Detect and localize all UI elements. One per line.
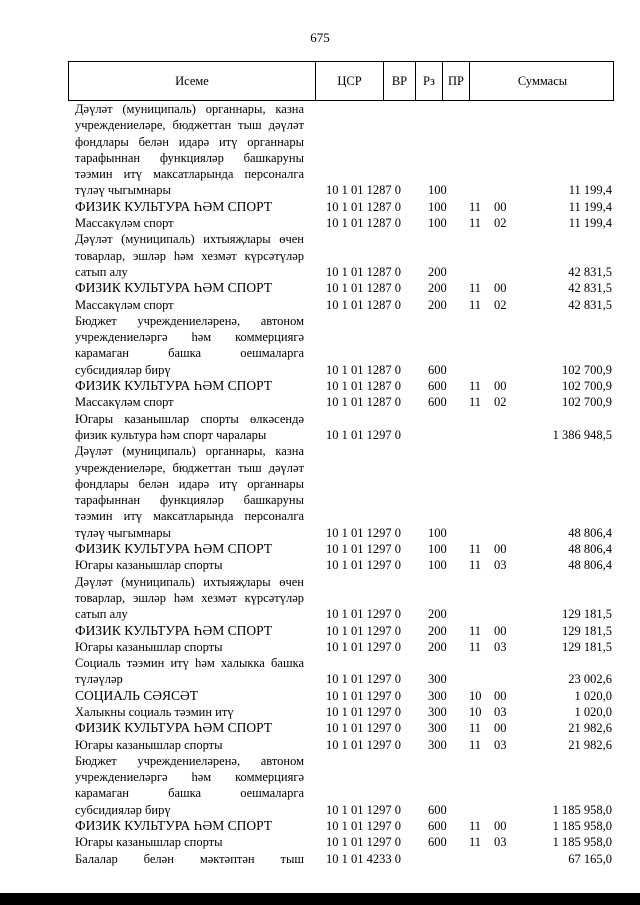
table-row (0, 737, 640, 753)
row-rz: 11 (469, 395, 482, 410)
row-vr: 300 (428, 721, 447, 736)
row-sum: 1 020,0 (574, 688, 612, 703)
row-name-line: Югары казанышлар спорты (75, 639, 223, 654)
row-sum: 42 831,5 (568, 264, 612, 279)
row-name-line: Бюджет учреждениеләренә, автоном (75, 753, 304, 768)
row-csr: 10 1 01 1287 0 (326, 395, 401, 410)
table-row (0, 378, 640, 394)
row-rz: 10 (469, 688, 482, 703)
row-vr: 600 (428, 819, 447, 834)
row-sum: 42 831,5 (568, 297, 612, 312)
row-name-line: тарафыннан функцияләр башкаруны (75, 150, 304, 165)
row-name (75, 541, 304, 557)
row-rz: 11 (469, 379, 482, 394)
row-name-line: Дәүләт (муниципаль) ихтыяҗлары өчен (75, 232, 304, 247)
row-pr: 03 (494, 558, 507, 573)
row-sum: 102 700,9 (562, 362, 612, 377)
row-csr: 10 1 01 1287 0 (326, 183, 401, 198)
row-sum: 11 199,4 (568, 216, 612, 231)
row-csr: 10 1 01 1287 0 (326, 281, 401, 296)
row-name-line: ФИЗИК КУЛЬТУРА ҺӘМ СПОРТ (75, 198, 273, 214)
row-name-line: карамаган башка оешмаларга (75, 786, 304, 801)
row-pr: 00 (494, 199, 507, 214)
row-sum: 1 185 958,0 (552, 835, 612, 850)
row-name-line: түләү чыгымнары (75, 183, 171, 198)
row-rz: 11 (469, 819, 482, 834)
row-name-line: Массакүләм спорт (75, 297, 174, 312)
row-name (75, 378, 304, 394)
row-name-line: ФИЗИК КУЛЬТУРА ҺӘМ СПОРТ (75, 378, 273, 394)
row-pr: 02 (494, 216, 507, 231)
row-name-line: ФИЗИК КУЛЬТУРА ҺӘМ СПОРТ (75, 622, 273, 638)
row-vr: 300 (428, 672, 447, 687)
row-sum: 1 020,0 (574, 704, 612, 719)
row-csr: 10 1 01 4233 0 (326, 851, 401, 866)
row-name (75, 215, 304, 231)
row-name (75, 737, 304, 753)
table-row (0, 655, 640, 688)
header-name: Исеме (175, 73, 209, 88)
row-name (75, 557, 304, 573)
row-name-line: Халыкны социаль тәэмин итү (75, 704, 234, 719)
row-name (75, 574, 304, 623)
table-row (0, 557, 640, 573)
row-name-line: ФИЗИК КУЛЬТУРА ҺӘМ СПОРТ (75, 818, 273, 834)
row-name-line: ФИЗИК КУЛЬТУРА ҺӘМ СПОРТ (75, 541, 273, 557)
row-vr: 600 (428, 835, 447, 850)
row-csr: 10 1 01 1297 0 (326, 672, 401, 687)
row-name (75, 297, 304, 313)
table-row (0, 574, 640, 623)
table-row (0, 623, 640, 639)
table-row (0, 411, 640, 444)
row-rz: 10 (469, 704, 482, 719)
row-csr: 10 1 01 1297 0 (326, 737, 401, 752)
row-vr: 300 (428, 737, 447, 752)
row-pr: 00 (494, 542, 507, 557)
row-vr: 200 (428, 281, 447, 296)
row-name (75, 720, 304, 736)
row-name-line: түләү чыгымнары (75, 525, 171, 540)
row-vr: 100 (428, 542, 447, 557)
row-name (75, 280, 304, 296)
row-name-line: түләүләр (75, 672, 123, 687)
row-csr: 10 1 01 1297 0 (326, 704, 401, 719)
row-name-line: Югары казанышлар спорты (75, 558, 223, 573)
row-vr: 200 (428, 623, 447, 638)
row-name-line: Дәүләт (муниципаль) органнары, казна (75, 444, 304, 459)
row-sum: 21 982,6 (568, 721, 612, 736)
row-name (75, 655, 304, 688)
row-name (75, 313, 304, 378)
row-vr: 100 (428, 199, 447, 214)
page-bottom-border (0, 893, 640, 905)
row-pr: 00 (494, 819, 507, 834)
row-name-line: Югары казанышлар спорты өлкәсендә (75, 411, 304, 426)
row-sum: 1 185 958,0 (552, 802, 612, 817)
row-name-line: Социаль тәэмин итү һәм халыкка башка (75, 656, 304, 671)
row-name-line: тәэмин итү максатларында персоналга (75, 509, 304, 524)
row-name-line: СОЦИАЛЬ СӘЯСӘТ (75, 687, 199, 703)
row-sum: 102 700,9 (562, 379, 612, 394)
table-row (0, 851, 640, 867)
row-sum: 11 199,4 (568, 199, 612, 214)
row-sum: 48 806,4 (568, 542, 612, 557)
row-name (75, 199, 304, 215)
row-vr: 200 (428, 264, 447, 279)
row-name (75, 411, 304, 444)
table-header (68, 61, 614, 101)
row-pr: 02 (494, 297, 507, 312)
row-name-line: учреждениеләргә һәм коммерциягә (75, 330, 304, 345)
row-name-line: тәэмин итү максатларында персоналга (75, 167, 304, 182)
table-row (0, 834, 640, 850)
row-sum: 48 806,4 (568, 558, 612, 573)
header-csr: ЦСР (315, 62, 383, 100)
table-row (0, 753, 640, 818)
row-pr: 00 (494, 623, 507, 638)
row-name (75, 231, 304, 280)
row-name-line: Югары казанышлар спорты (75, 835, 223, 850)
row-name-line: фондлары белән идарә итү органнары (75, 134, 304, 149)
row-rz: 11 (469, 721, 482, 736)
row-name (75, 851, 304, 867)
row-name (75, 834, 304, 850)
row-pr: 00 (494, 281, 507, 296)
table-row (0, 280, 640, 296)
row-sum: 1 386 948,5 (552, 427, 612, 442)
row-name-line: Массакүләм спорт (75, 216, 174, 231)
row-name (75, 394, 304, 410)
row-name (75, 753, 304, 818)
table-row (0, 297, 640, 313)
row-rz: 11 (469, 623, 482, 638)
row-pr: 00 (494, 721, 507, 736)
row-csr: 10 1 01 1287 0 (326, 264, 401, 279)
row-rz: 11 (469, 297, 482, 312)
row-csr: 10 1 01 1297 0 (326, 427, 401, 442)
row-vr: 200 (428, 607, 447, 622)
row-csr: 10 1 01 1297 0 (326, 688, 401, 703)
table-row (0, 199, 640, 215)
table-row (0, 215, 640, 231)
row-name-line: учреждениеләре, бюджеттан тыш дәүләт (75, 460, 304, 475)
row-name-line: Балалар белән мәктәптән тыш (75, 851, 304, 866)
row-vr: 300 (428, 704, 447, 719)
row-name-line: Массакүләм спорт (75, 395, 174, 410)
row-vr: 300 (428, 688, 447, 703)
table-row (0, 818, 640, 834)
row-name-line: субсидияләр бирү (75, 362, 171, 377)
header-pr: ПР (442, 62, 469, 100)
row-vr: 100 (428, 525, 447, 540)
row-csr: 10 1 01 1297 0 (326, 835, 401, 850)
row-name-line: физик культура һәм спорт чаралары (75, 427, 267, 442)
row-csr: 10 1 01 1287 0 (326, 216, 401, 231)
row-vr: 200 (428, 639, 447, 654)
row-rz: 11 (469, 835, 482, 850)
row-csr: 10 1 01 1297 0 (326, 525, 401, 540)
table-row (0, 231, 640, 280)
row-name-line: субсидияләр бирү (75, 802, 171, 817)
row-name-line: карамаган башка оешмаларга (75, 346, 304, 361)
row-csr: 10 1 01 1287 0 (326, 379, 401, 394)
row-sum: 129 181,5 (562, 623, 612, 638)
row-sum: 67 165,0 (568, 851, 612, 866)
row-csr: 10 1 01 1287 0 (326, 297, 401, 312)
row-name-line: учреждениеләре, бюджеттан тыш дәүләт (75, 118, 304, 133)
row-rz: 11 (469, 737, 482, 752)
row-sum: 11 199,4 (568, 183, 612, 198)
row-pr: 03 (494, 835, 507, 850)
row-name-line: товарлар, эшләр һәм хезмәт күрсәтүләр (75, 248, 304, 263)
row-csr: 10 1 01 1297 0 (326, 802, 401, 817)
row-sum: 1 185 958,0 (552, 819, 612, 834)
row-rz: 11 (469, 216, 482, 231)
row-vr: 100 (428, 216, 447, 231)
table-row (0, 704, 640, 720)
row-name-line: Югары казанышлар спорты (75, 737, 223, 752)
row-pr: 00 (494, 688, 507, 703)
table-row (0, 639, 640, 655)
row-rz: 11 (469, 199, 482, 214)
row-vr: 600 (428, 379, 447, 394)
row-name (75, 623, 304, 639)
row-name (75, 704, 304, 720)
row-pr: 00 (494, 379, 507, 394)
row-name-line: сатып алу (75, 607, 128, 622)
row-sum: 48 806,4 (568, 525, 612, 540)
row-sum: 42 831,5 (568, 281, 612, 296)
header-sum: Суммасы (469, 62, 615, 100)
row-name-line: товарлар, эшләр һәм хезмәт күрсәтүләр (75, 590, 304, 605)
row-rz: 11 (469, 281, 482, 296)
row-name-line: сатып алу (75, 264, 128, 279)
row-vr: 600 (428, 802, 447, 817)
table-row (0, 101, 640, 199)
row-pr: 02 (494, 395, 507, 410)
row-name-line: тарафыннан функцияләр башкаруны (75, 493, 304, 508)
row-vr: 600 (428, 362, 447, 377)
table-row (0, 443, 640, 541)
row-sum: 21 982,6 (568, 737, 612, 752)
row-sum: 129 181,5 (562, 607, 612, 622)
row-sum: 129 181,5 (562, 639, 612, 654)
row-vr: 100 (428, 183, 447, 198)
header-vr: ВР (383, 62, 415, 100)
row-vr: 200 (428, 297, 447, 312)
row-csr: 10 1 01 1297 0 (326, 639, 401, 654)
row-name (75, 818, 304, 834)
row-csr: 10 1 01 1297 0 (326, 819, 401, 834)
row-csr: 10 1 01 1287 0 (326, 199, 401, 214)
row-name (75, 101, 304, 199)
row-name (75, 639, 304, 655)
row-rz: 11 (469, 542, 482, 557)
page-number: 675 (310, 30, 330, 45)
row-name-line: Дәүләт (муниципаль) ихтыяҗлары өчен (75, 574, 304, 589)
table-row (0, 688, 640, 704)
row-sum: 102 700,9 (562, 395, 612, 410)
row-csr: 10 1 01 1297 0 (326, 542, 401, 557)
header-rz: Рз (415, 62, 442, 100)
table-row (0, 541, 640, 557)
row-name (75, 688, 304, 704)
row-pr: 03 (494, 737, 507, 752)
row-csr: 10 1 01 1287 0 (326, 362, 401, 377)
row-vr: 100 (428, 558, 447, 573)
row-pr: 03 (494, 639, 507, 654)
row-name-line: Бюджет учреждениеләренә, автоном (75, 313, 304, 328)
table-row (0, 394, 640, 410)
table-row (0, 313, 640, 378)
row-csr: 10 1 01 1297 0 (326, 607, 401, 622)
row-name-line: ФИЗИК КУЛЬТУРА ҺӘМ СПОРТ (75, 280, 273, 296)
row-name-line: фондлары белән идарә итү органнары (75, 476, 304, 491)
row-name-line: учреждениеләргә һәм коммерциягә (75, 770, 304, 785)
row-vr: 600 (428, 395, 447, 410)
row-rz: 11 (469, 639, 482, 654)
row-name-line: ФИЗИК КУЛЬТУРА ҺӘМ СПОРТ (75, 720, 273, 736)
row-name-line: Дәүләт (муниципаль) органнары, казна (75, 102, 304, 116)
row-sum: 23 002,6 (568, 672, 612, 687)
row-rz: 11 (469, 558, 482, 573)
row-csr: 10 1 01 1297 0 (326, 721, 401, 736)
table-row (0, 720, 640, 736)
row-csr: 10 1 01 1297 0 (326, 558, 401, 573)
row-pr: 03 (494, 704, 507, 719)
table-body (0, 101, 640, 867)
row-name (75, 443, 304, 541)
row-csr: 10 1 01 1297 0 (326, 623, 401, 638)
